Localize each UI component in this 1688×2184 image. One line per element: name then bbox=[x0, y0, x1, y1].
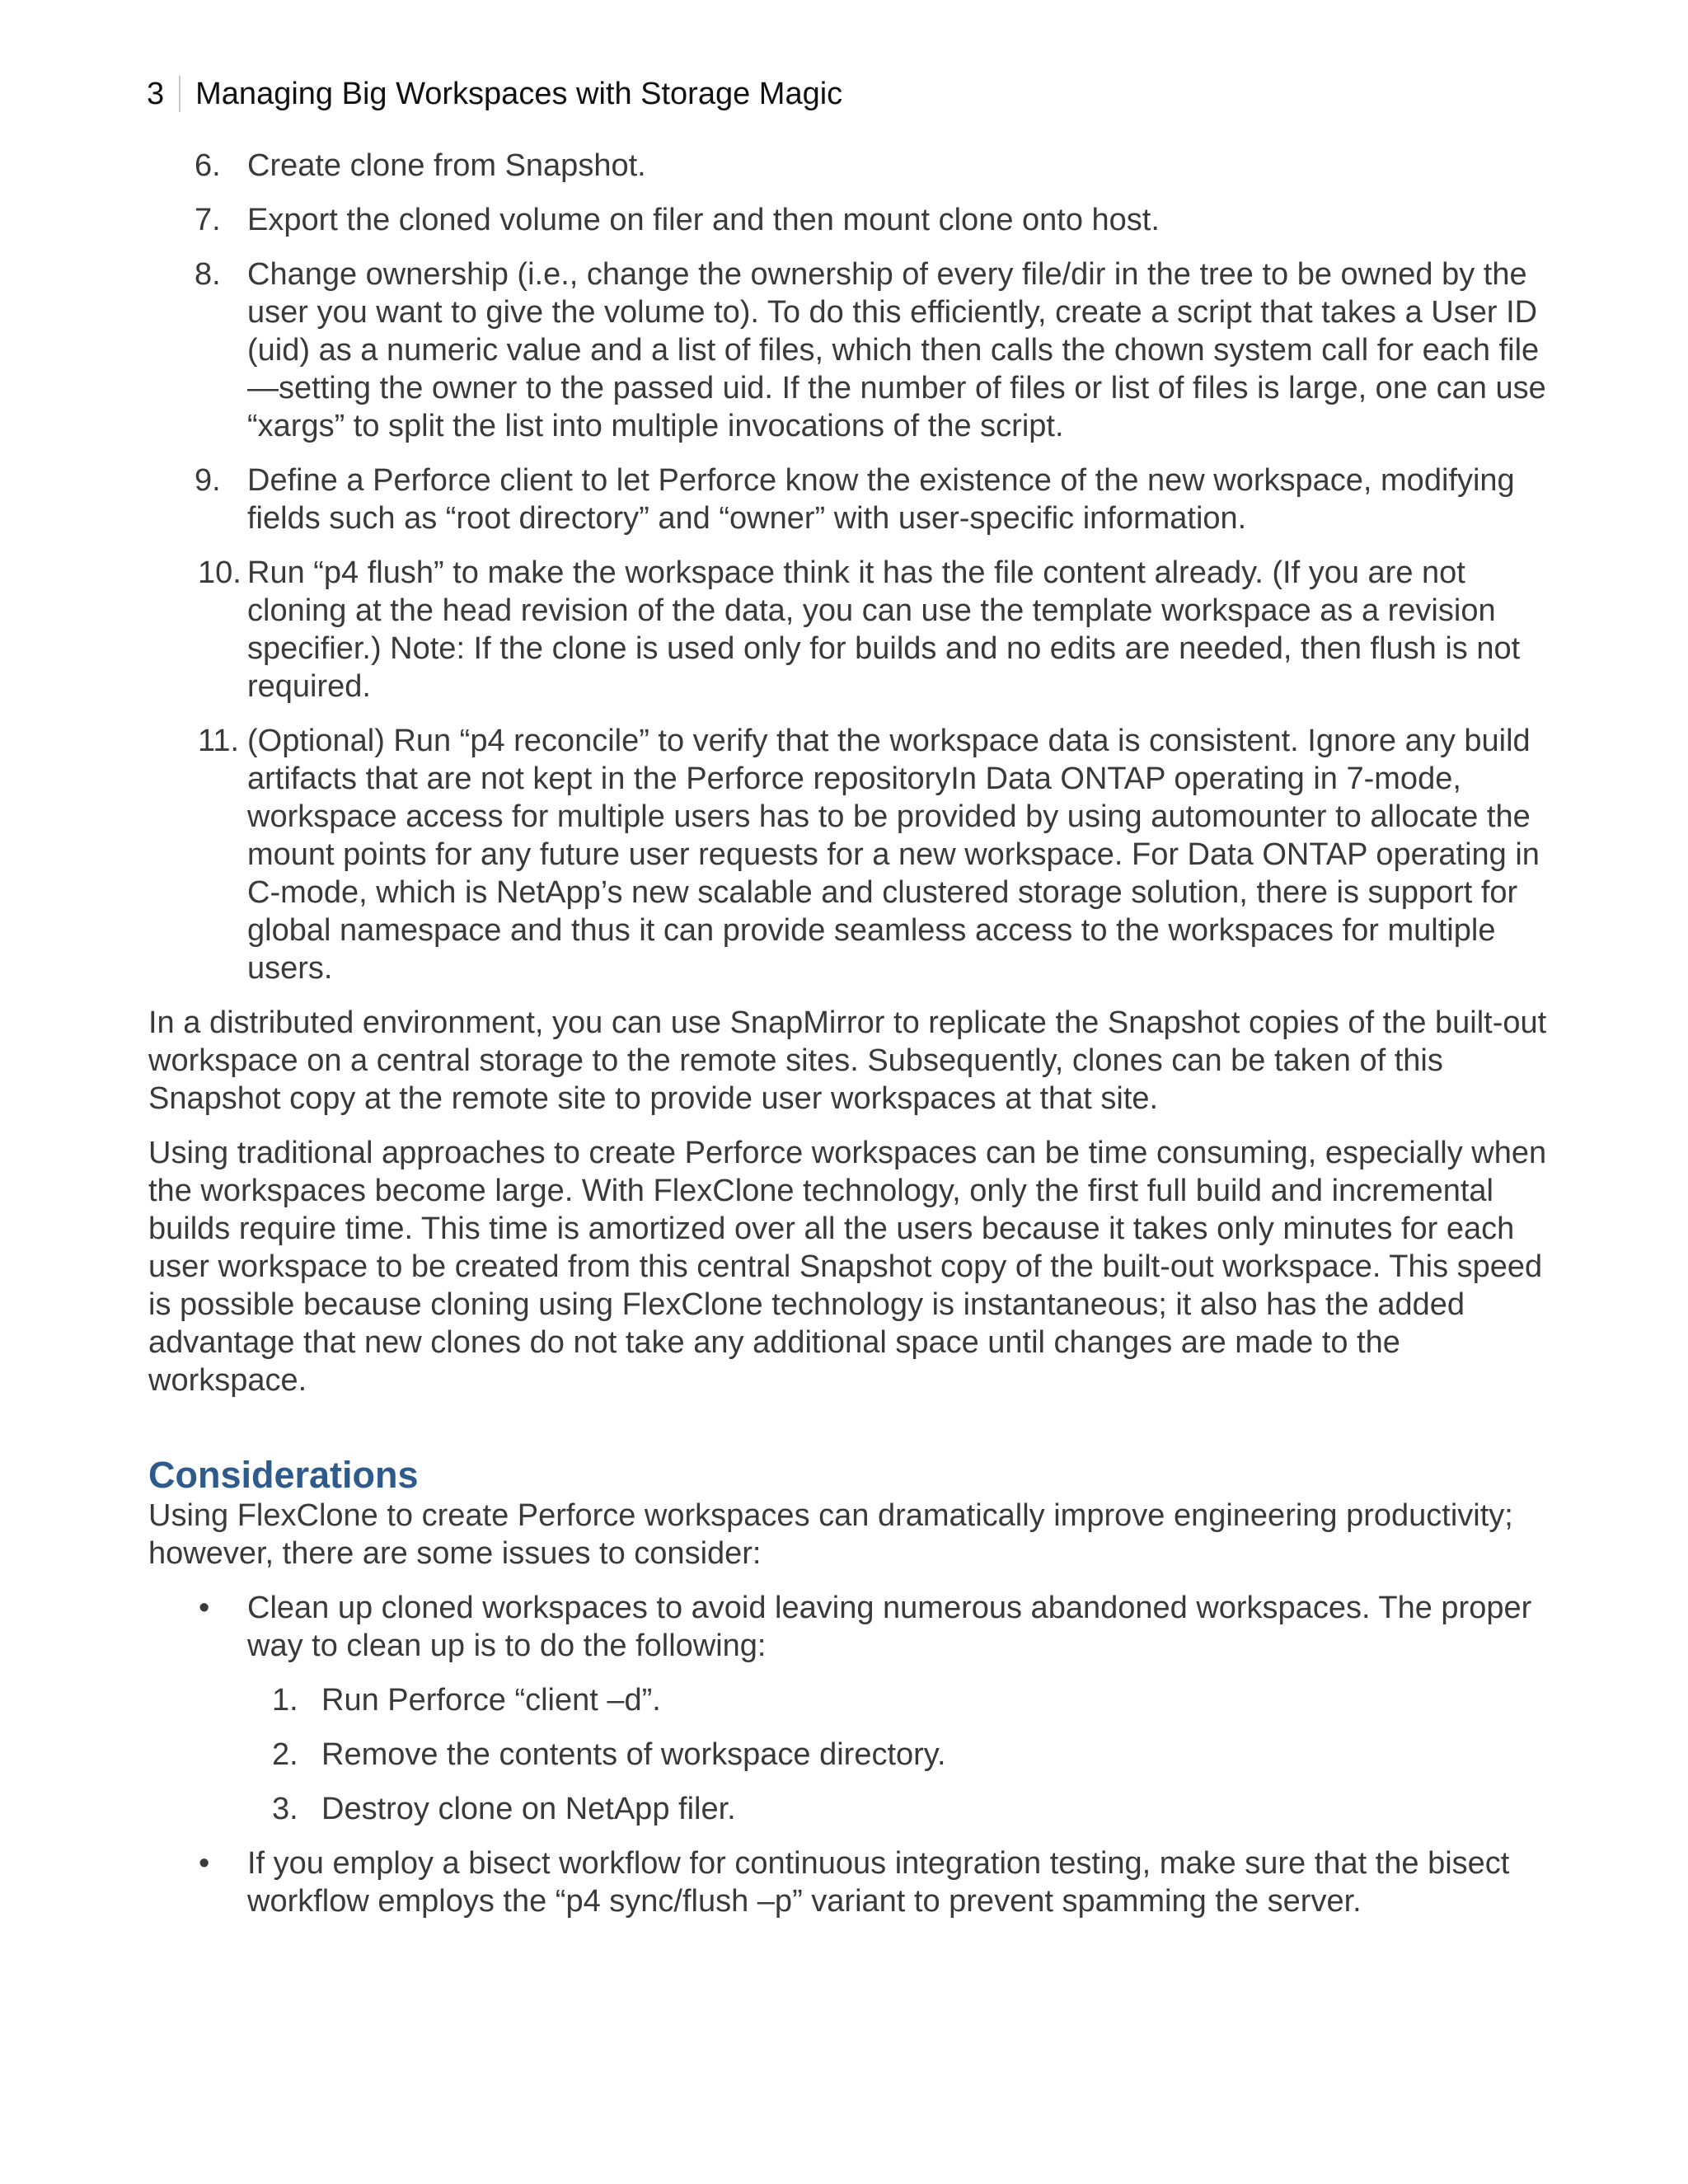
step-text: Destroy clone on NetApp filer. bbox=[321, 1792, 736, 1826]
step-number: 2. bbox=[272, 1737, 298, 1772]
step-number: 1. bbox=[272, 1683, 298, 1718]
step-number: 6. bbox=[195, 148, 221, 183]
page-number: 3 bbox=[147, 76, 181, 112]
list-item bbox=[247, 1681, 1550, 1719]
body-paragraph: In a distributed environment, you can use SnapMirror to replicate the Snapshot copies of the built-out workspace on a central storage to the remote sites. Subsequently, clones can be taken of this Snapshot copy at the remote site to provide user workspaces at that site. bbox=[148, 1005, 1547, 1116]
list-item bbox=[148, 1589, 1550, 1828]
list-item bbox=[148, 147, 1550, 185]
considerations-intro: Using FlexClone to create Perforce workspaces can dramatically improve engineering productivity; however, there are some issues to consider: bbox=[148, 1498, 1513, 1571]
step-number: 3. bbox=[272, 1792, 298, 1826]
list-item bbox=[148, 1844, 1550, 1920]
list-item bbox=[148, 462, 1550, 537]
body-paragraph: Using traditional approaches to create Perforce workspaces can be time consuming, especially when the workspaces become large. With FlexClone technology, only the first full build and incremental builds require time. This time is amortized over all the users because it takes only minutes for each user workspace to be created from this central Snapshot copy of the built-out workspace. This speed is possible because cloning using FlexClone technology is instantaneous; it also has the added advantage that new clones do not take any additional space until changes are made to the workspace. bbox=[148, 1136, 1547, 1398]
bullet-icon: • bbox=[199, 1591, 210, 1625]
considerations-list bbox=[148, 1589, 1550, 1920]
list-item bbox=[148, 201, 1550, 239]
section-heading-considerations: Considerations bbox=[148, 1454, 419, 1496]
step-text: Define a Perforce client to let Perforce know the existence of the new workspace, modifying fields such as “root directory” and “owner” with user-specific information. bbox=[247, 463, 1515, 536]
bullet-icon: • bbox=[199, 1846, 210, 1881]
bullet-text: Clean up cloned workspaces to avoid leaving numerous abandoned workspaces. The proper way to clean up is to do the following: bbox=[247, 1591, 1532, 1663]
step-number: 9. bbox=[195, 463, 221, 498]
step-number: 10. bbox=[198, 555, 241, 590]
step-text: (Optional) Run “p4 reconcile” to verify that the workspace data is consistent. Ignore any build artifacts that are not kept in the Perforce repositoryIn Data ONTAP operating in 7-mode, workspace access for multiple users has to be provided by using automounter to allocate the mount points for any future user requests for a new workspace. For Data ONTAP operating in C-mode, which is NetApp’s new scalable and clustered storage solution, there is support for global namespace and thus it can provide seamless access to the workspaces for multiple users. bbox=[247, 724, 1540, 986]
page-content bbox=[148, 147, 1550, 1937]
list-item bbox=[148, 554, 1550, 705]
list-item bbox=[247, 1736, 1550, 1774]
step-text: Create clone from Snapshot. bbox=[247, 148, 646, 183]
page-header bbox=[147, 74, 842, 114]
list-item bbox=[148, 722, 1550, 987]
list-item bbox=[148, 255, 1550, 445]
procedure-steps-list bbox=[148, 147, 1550, 987]
step-text: Run Perforce “client –d”. bbox=[321, 1683, 661, 1718]
step-number: 11. bbox=[198, 724, 240, 758]
bullet-text: If you employ a bisect workflow for continuous integration testing, make sure that the bisect workflow employs the “p4 sync/flush –p” variant to prevent spamming the server. bbox=[247, 1846, 1510, 1919]
step-text: Change ownership (i.e., change the ownership of every file/dir in the tree to be owned by the user you want to give the volume to). To do this efficiently, create a script that takes a User ID (uid) as a numeric value and a list of files, which then calls the chown system call for each file—setting the owner to the passed uid. If the number of files or list of files is large, one can use “xargs” to split the list into multiple invocations of the script. bbox=[247, 257, 1546, 443]
step-text: Export the cloned volume on filer and then mount clone onto host. bbox=[247, 203, 1160, 237]
step-text: Run “p4 flush” to make the workspace think it has the file content already. (If you are not cloning at the head revision of the data, you can use the template workspace as a revision specifier.) Note: If the clone is used only for builds and no edits are needed, then flush is not required. bbox=[247, 555, 1521, 704]
step-number: 8. bbox=[195, 257, 221, 292]
step-number: 7. bbox=[195, 203, 221, 237]
document-title: Managing Big Workspaces with Storage Magic bbox=[195, 76, 843, 111]
step-text: Remove the contents of workspace directory. bbox=[321, 1737, 946, 1772]
list-item bbox=[247, 1790, 1550, 1828]
cleanup-steps-list bbox=[247, 1681, 1550, 1828]
